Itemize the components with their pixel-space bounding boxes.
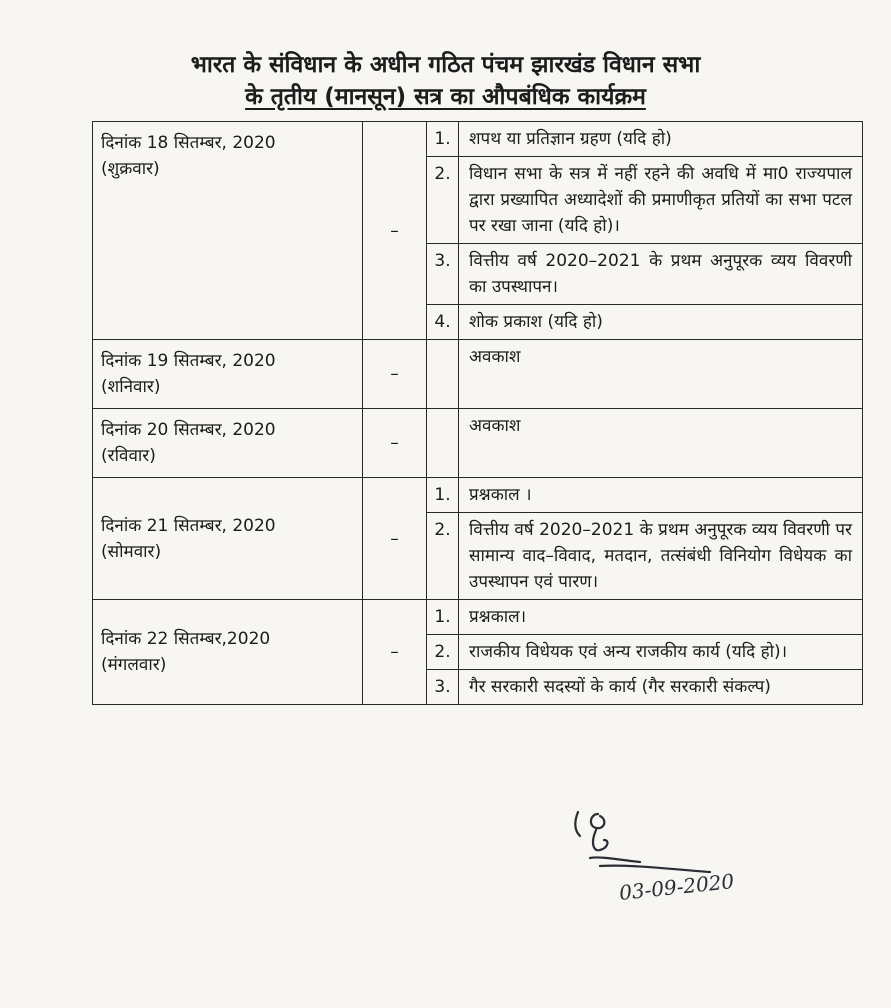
date-cell bbox=[93, 340, 363, 409]
date-cell bbox=[93, 409, 363, 478]
item-text: वित्तीय वर्ष 2020–2021 के प्रथम अनुपूरक व्यय विवरणी का उपस्थापन। bbox=[459, 244, 863, 305]
item-text: प्रश्नकाल। bbox=[459, 600, 863, 635]
date-text: दिनांक 19 सितम्बर, 2020 bbox=[101, 351, 276, 371]
date-cell bbox=[93, 600, 363, 705]
item-text: अवकाश bbox=[459, 409, 863, 478]
weekday-text: (शनिवार) bbox=[101, 377, 161, 397]
item-number: 4. bbox=[427, 305, 459, 340]
schedule-table bbox=[92, 121, 863, 705]
item-text: राजकीय विधेयक एवं अन्य राजकीय कार्य (यदि हो)। bbox=[459, 635, 863, 670]
date-text: दिनांक 21 सितम्बर, 2020 bbox=[101, 515, 276, 536]
item-number bbox=[427, 340, 459, 409]
item-text: गैर सरकारी सदस्यों के कार्य (गैर सरकारी संकल्प) bbox=[459, 670, 863, 705]
item-number: 2. bbox=[427, 513, 459, 600]
weekday-text: (मंगलवार) bbox=[101, 655, 167, 675]
date-cell bbox=[93, 478, 363, 600]
item-number: 3. bbox=[427, 244, 459, 305]
dash-cell: – bbox=[363, 340, 427, 409]
item-text: प्रश्नकाल । bbox=[459, 478, 863, 513]
item-text: शोक प्रकाश (यदि हो) bbox=[459, 305, 863, 340]
date-text: दिनांक 18 सितम्बर, 2020 bbox=[101, 133, 276, 153]
date-text: दिनांक 20 सितम्बर, 2020 bbox=[101, 420, 276, 440]
item-text: अवकाश bbox=[459, 340, 863, 409]
heading-line-2: के तृतीय (मानसून) सत्र का औपबंधिक कार्यक्रम bbox=[245, 84, 646, 110]
item-number: 1. bbox=[427, 600, 459, 635]
item-number: 1. bbox=[427, 478, 459, 513]
item-number: 2. bbox=[427, 157, 459, 244]
item-number bbox=[427, 409, 459, 478]
heading-line-1: भारत के संविधान के अधीन गठित पंचम झारखंड विधान सभा bbox=[190, 52, 701, 78]
item-number: 3. bbox=[427, 670, 459, 705]
table-row bbox=[93, 409, 863, 478]
table-row bbox=[93, 340, 863, 409]
item-number: 2. bbox=[427, 635, 459, 670]
item-text: शपथ या प्रतिज्ञान ग्रहण (यदि हो) bbox=[459, 122, 863, 157]
item-text: वित्तीय वर्ष 2020–2021 के प्रथम अनुपूरक व्यय विवरणी पर सामान्य वाद–विवाद, मतदान, तत्संबंधी विनियोग विधेयक का उपस्थापन एवं पारण। bbox=[459, 513, 863, 600]
table-row bbox=[93, 478, 863, 513]
date-text: दिनांक 22 सितम्बर,2020 bbox=[101, 629, 271, 649]
date-cell bbox=[93, 122, 363, 340]
dash-cell: – bbox=[363, 122, 427, 340]
dash-cell: – bbox=[363, 600, 427, 705]
item-text: विधान सभा के सत्र में नहीं रहने की अवधि में मा0 राज्यपाल द्वारा प्रख्यापित अध्यादेशों की प्रमाणीकृत प्रतियों का सभा पटल पर रखा जाना (यदि हो)। bbox=[459, 157, 863, 244]
weekday-text: (सोमवार) bbox=[101, 541, 162, 562]
signature-date: 03-09-2020 bbox=[618, 869, 736, 905]
table-row bbox=[93, 122, 863, 157]
item-number: 1. bbox=[427, 122, 459, 157]
weekday-text: (शुक्रवार) bbox=[101, 159, 160, 179]
weekday-text: (रविवार) bbox=[101, 446, 156, 466]
table-row bbox=[93, 600, 863, 635]
dash-cell: – bbox=[363, 409, 427, 478]
dash-cell: – bbox=[363, 478, 427, 600]
handwritten-signature bbox=[560, 800, 780, 920]
